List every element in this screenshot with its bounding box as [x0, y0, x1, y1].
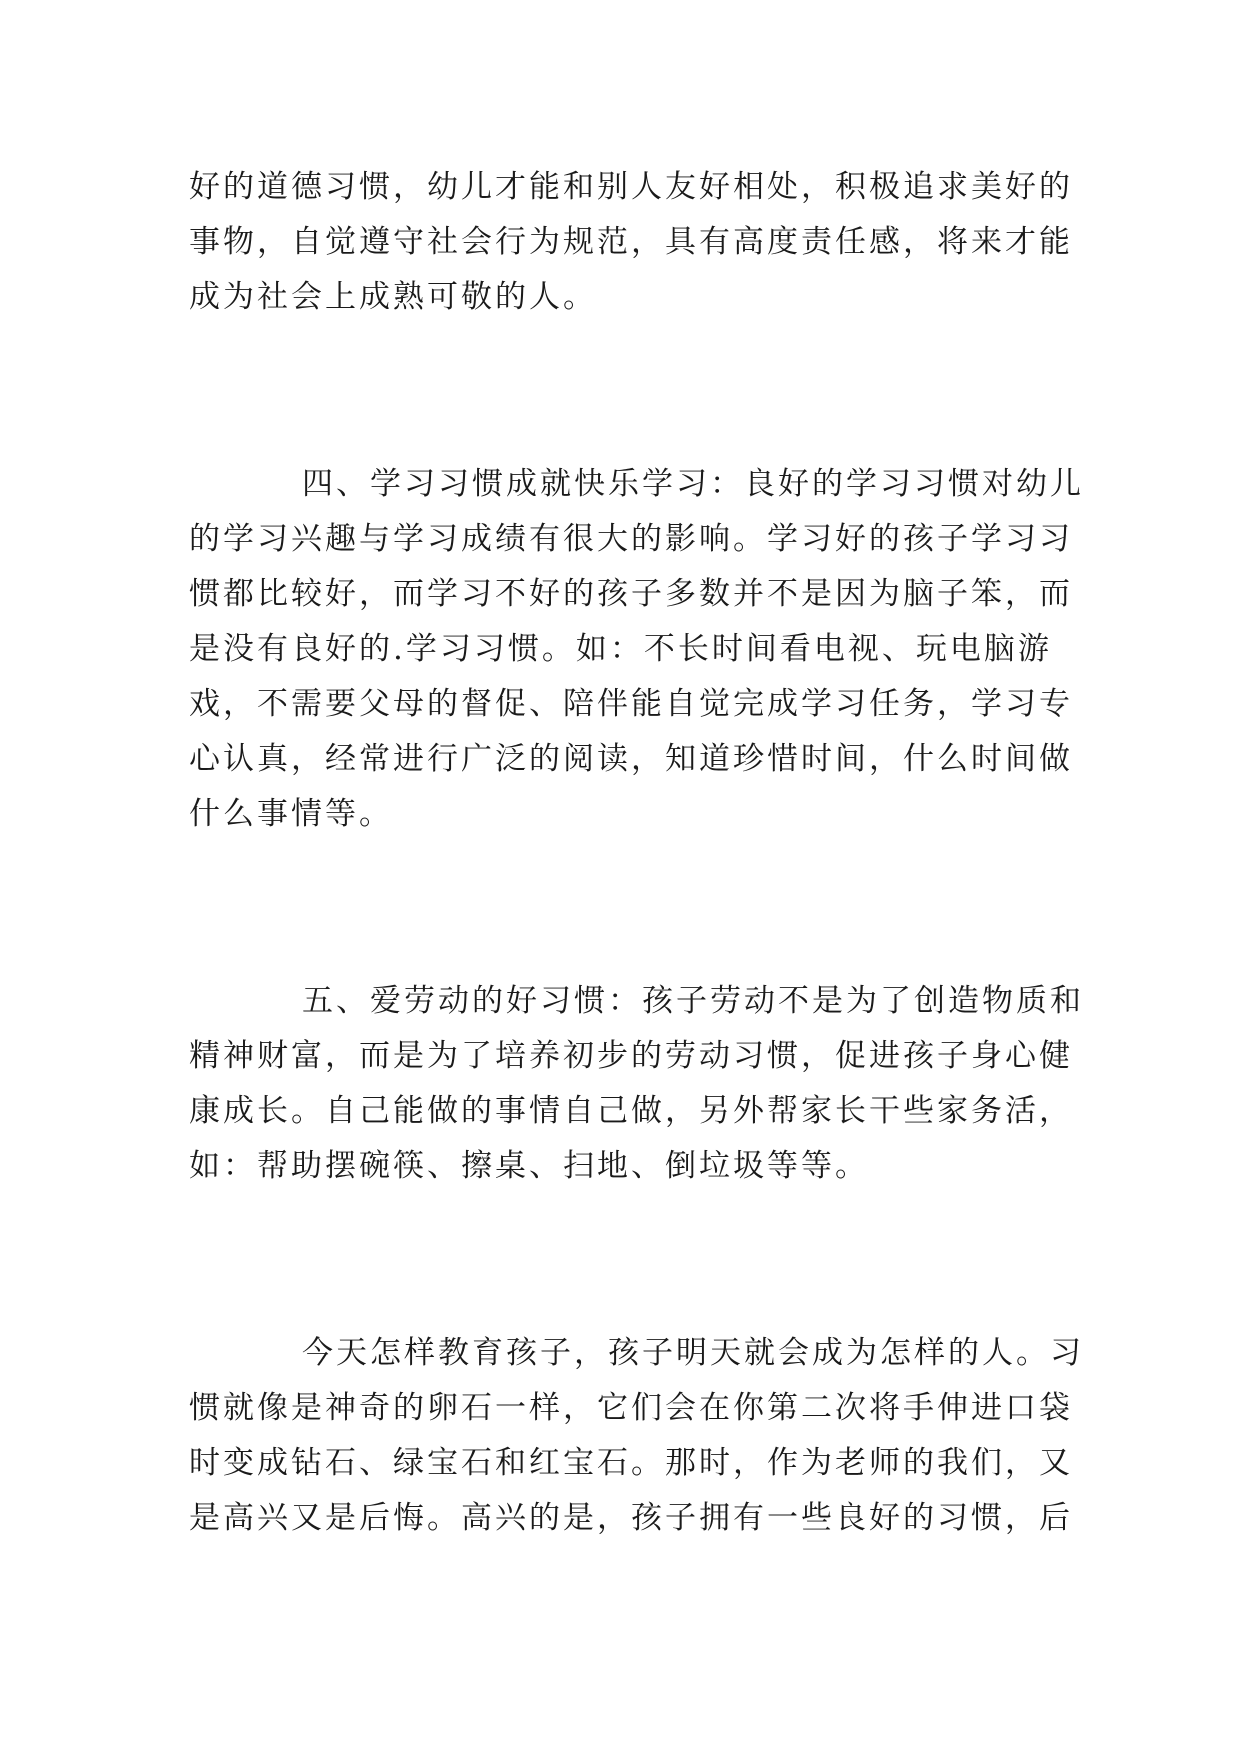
text-line: 五、爱劳动的好习惯：孩子劳动不是为了创造物质和: [302, 983, 1084, 1019]
text-line: 戏，不需要父母的督促、陪伴能自觉完成学习任务，学习专: [189, 686, 1073, 722]
text-line: 惯都比较好，而学习不好的孩子多数并不是因为脑子笨，而: [189, 576, 1073, 612]
text-line: 的学习兴趣与学习成绩有很大的影响。学习好的孩子学习习: [189, 521, 1073, 557]
text-line: 四、学习习惯成就快乐学习：良好的学习习惯对幼儿: [302, 466, 1084, 502]
text-line: 成为社会上成熟可敬的人。: [189, 279, 597, 315]
text-line: 心认真，经常进行广泛的阅读，知道珍惜时间，什么时间做: [189, 741, 1073, 777]
text-line: 是没有良好的.学习习惯。如：不长时间看电视、玩电脑游: [189, 631, 1052, 667]
text-line: 时变成钻石、绿宝石和红宝石。那时，作为老师的我们，又: [189, 1445, 1073, 1481]
text-line: 惯就像是神奇的卵石一样，它们会在你第二次将手伸进口袋: [189, 1390, 1073, 1426]
text-line: 康成长。自己能做的事情自己做，另外帮家长干些家务活，: [189, 1093, 1073, 1129]
text-line: 如：帮助摆碗筷、擦桌、扫地、倒垃圾等等。: [189, 1148, 869, 1184]
text-line: 是高兴又是后悔。高兴的是，孩子拥有一些良好的习惯，后: [189, 1500, 1073, 1536]
text-line: 事物，自觉遵守社会行为规范，具有高度责任感，将来才能: [189, 224, 1073, 260]
text-line: 好的道德习惯，幼儿才能和别人友好相处，积极追求美好的: [189, 169, 1073, 205]
text-line: 精神财富，而是为了培养初步的劳动习惯，促进孩子身心健: [189, 1038, 1073, 1074]
text-line: 什么事情等。: [189, 796, 393, 832]
text-line: 今天怎样教育孩子，孩子明天就会成为怎样的人。习: [302, 1335, 1084, 1371]
